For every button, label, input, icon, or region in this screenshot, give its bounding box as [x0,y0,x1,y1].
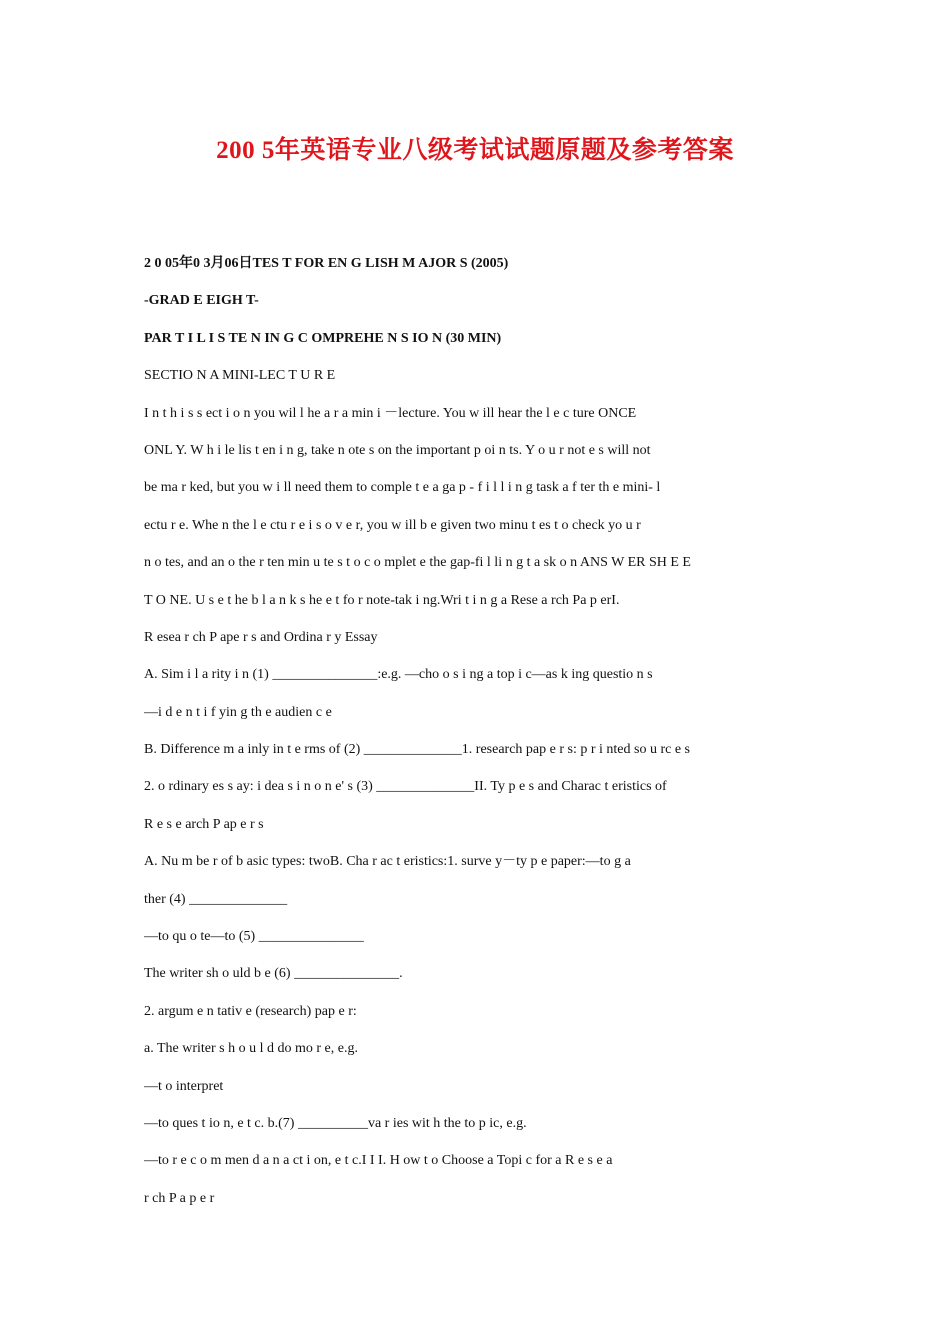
text-line: —t o interpret [144,1078,224,1094]
text-line: R e s e arch P ap e r s [144,816,264,832]
text-line: The writer sh o uld b e (6) _______________. [144,966,403,982]
text-line: 2. argum e n tativ e (research) pap e r: [144,1003,357,1019]
text-line: SECTIO N A MINI-LEC T U R E [144,368,336,384]
text-line: r ch P a p e r [144,1190,215,1206]
text-line: PAR T I L I S TE N IN G C OMPREHE N S IO N (30 MIN) [144,330,502,346]
text-line: —i d e n t i f yin g th e audien c e [144,704,332,720]
text-line: —to ques t io n, e t c. ​b.(7) __________va r ies wit h the to p ic, e.g. [144,1115,527,1131]
text-line: 2 0 05年0 3月06日​TES T FOR EN G LISH M AJOR S (2005) [144,256,509,271]
text-line: be ma r ked, but you w i ll need them to comple t e a ga p - f i l l i n g task a f ter th e mini- l [144,480,661,496]
text-line: n o tes, and an o the r ten min u te s t o c o mplet e the gap-fi l li n g t a sk o n ANS W ER SH E E [144,555,691,571]
text-line: 2. o rdinary es s ay: i dea s i n o n e' s (3) ______________​II. Ty p e s and Charac t eristics of [144,779,667,795]
text-line: I n t h i s s ect i o n you wil l he a r a min i －lecture. You w ill hear the l e c ture ONCE [144,405,637,421]
text-line: A. Nu m be r of b asic types: two​B. Cha r ac t eristics:1​. surve y－ty p e paper:​—to g a [144,854,631,870]
text-line: -GRAD E EIGH T- [144,293,259,309]
text-line: ther (4) ______________ [144,891,288,907]
text-line: a. The writer s h o u l d do mo r e, e.g. [144,1041,358,1057]
text-line: A. Sim i l a rity i n (1) _______________:​e.g. —cho o s i ng a top i c​—as k ing questio n s [144,667,653,683]
text-line: ONL Y. W h i le lis t en i n g, take n ote s on the important p oi n ts. Y o u r not e s will not [144,442,651,458]
text-line: R esea r ch P ape r s and Ordina r y Essay [144,629,378,645]
document-title: 200 5年英语专业八级考试试题原题及参考答案 [216,137,734,164]
text-line: T O NE. U s e t he b l a n k s he e t fo r note-tak i ng.​​Wri t i n g a Rese a rch Pa p er​I. [144,592,620,608]
text-line: B. Difference m a inly in t e rms of (2) ______________1​. research pap e r s: p r i nted so u rc e s [144,742,690,758]
text-line: —to r e c o m men d a n a ct i on, e t c.​I I I. H ow t o Choose a Topi c for a R e s e a [144,1153,613,1169]
document-body [144,251,824,1223]
text-line: ectu r e. Whe n the l e ctu r e i s o v e r, you w ill b e given two minu t es t o check yo u r [144,517,641,533]
text-line: —to qu o te​—to (5) _______________ [144,929,364,945]
